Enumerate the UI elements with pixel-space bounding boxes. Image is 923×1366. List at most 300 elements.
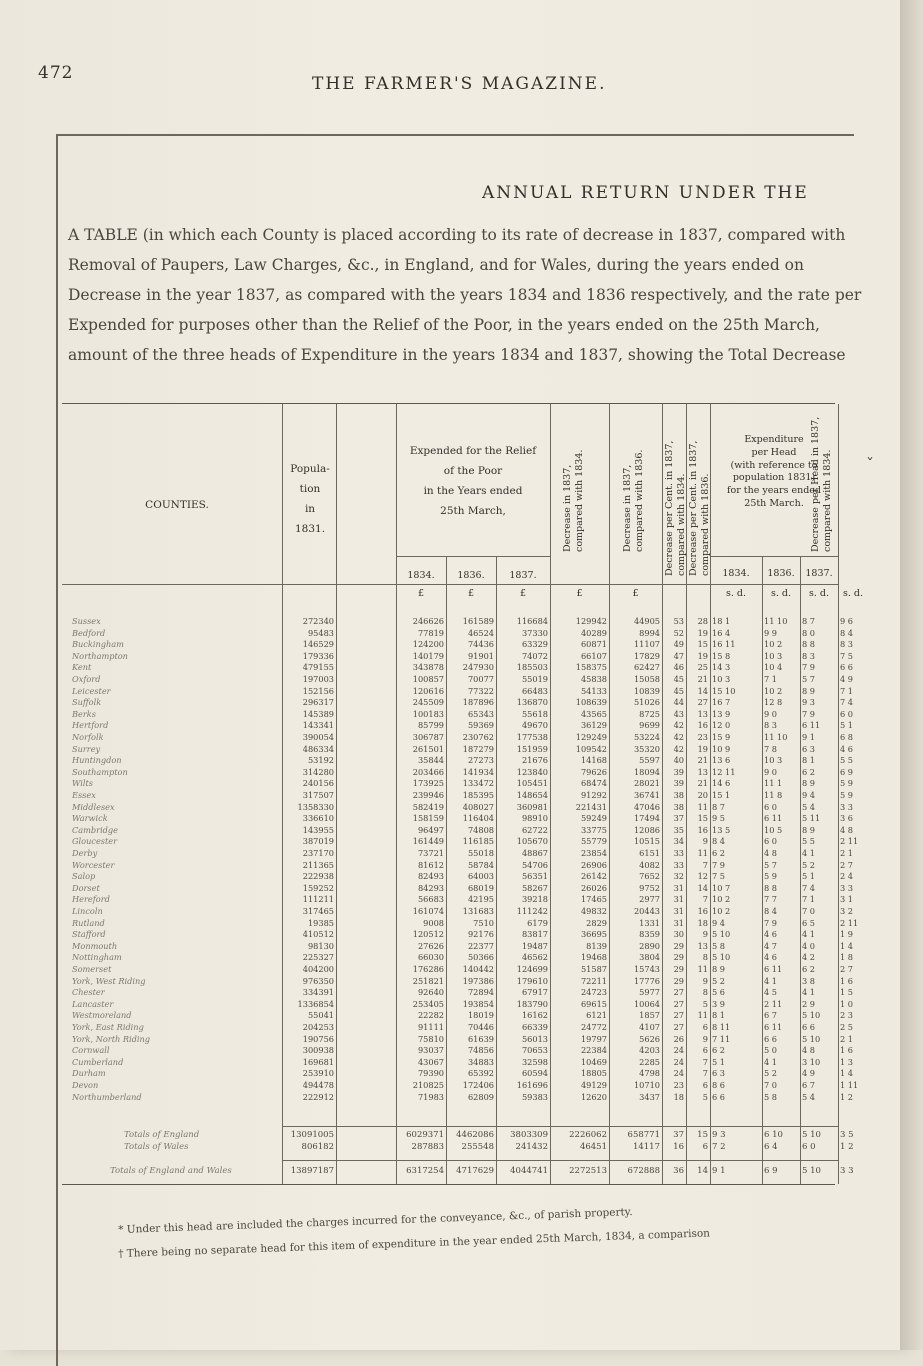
table-cell: 120512 (412, 929, 444, 940)
table-cell: 1 8 (840, 952, 854, 963)
table-cell: 3 10 (802, 1056, 821, 1067)
totals-cell: 6317254 (406, 1166, 444, 1176)
table-cell: 27626 (417, 940, 444, 951)
table-row (62, 708, 854, 721)
county-name: York, West Riding (72, 975, 146, 986)
totals-cell: 4462086 (456, 1130, 494, 1140)
table-cell: 6 0 (764, 836, 778, 847)
table-cell: 105451 (516, 778, 548, 789)
totals-cell: 1 2 (840, 1142, 854, 1152)
table-cell: 64003 (467, 871, 494, 882)
table-cell: 31 (673, 894, 684, 905)
table-row (62, 639, 854, 651)
table-cell: 10 3 (764, 755, 783, 766)
table-cell: 37330 (521, 627, 548, 638)
table-cell: 2829 (586, 917, 607, 928)
table-cell: 75810 (417, 1033, 444, 1044)
table-cell: 4 6 (764, 929, 778, 940)
table-cell: 5 (702, 1091, 708, 1102)
table-cell: 410512 (302, 929, 334, 940)
table-cell: 35 (673, 824, 684, 835)
table-cell: 96497 (417, 824, 444, 835)
table-cell: 8 4 (712, 836, 726, 847)
table-row (62, 674, 854, 686)
table-cell: 34883 (467, 1056, 494, 1067)
table-cell: 4 7 (764, 940, 778, 951)
table-cell: 143955 (302, 824, 334, 835)
table-cell: 6 11 (764, 813, 783, 824)
table-cell: 66107 (580, 650, 607, 661)
table-cell: 1 0 (840, 998, 854, 1009)
totals-cell: 6 4 (764, 1142, 778, 1152)
county-name: Oxford (72, 674, 101, 684)
table-cell: 51026 (633, 697, 660, 708)
table-cell: 169681 (302, 1056, 334, 1067)
table-cell: 91292 (580, 790, 607, 800)
table-cell: 173925 (412, 778, 444, 789)
table-cell: 336610 (302, 813, 334, 824)
table-cell: 8 1 (712, 1010, 726, 1021)
table-cell: 1 6 (840, 975, 854, 986)
table-cell: 197003 (302, 674, 334, 684)
table-cell: 6 2 (712, 1045, 726, 1056)
table-cell: 1 5 (840, 987, 854, 998)
table-cell: 136870 (516, 697, 548, 708)
table-cell: 23 (673, 1080, 684, 1090)
table-cell: 8 7 (712, 801, 726, 812)
table-cell: 53224 (633, 732, 660, 742)
table-cell: 59369 (467, 720, 494, 731)
table-cell: 4 5 (764, 987, 778, 998)
table-cell: 39218 (521, 894, 548, 905)
table-cell: 66483 (521, 685, 548, 696)
table-cell: 9008 (423, 917, 444, 928)
table-cell: 1 11 (840, 1080, 859, 1090)
table-row (62, 871, 854, 883)
table-row (62, 1033, 854, 1046)
table-cell: 172406 (462, 1080, 494, 1090)
header-head-1836: 1836. (767, 568, 795, 579)
table-cell: 16 11 (712, 639, 736, 650)
table-cell: 79626 (580, 766, 607, 777)
table-cell: 4 9 (802, 1068, 816, 1079)
table-cell: 129942 (575, 616, 607, 626)
table-cell: 5 2 (764, 1068, 778, 1079)
county-name: Somerset (72, 964, 112, 974)
table-row (62, 940, 854, 953)
county-name: Suffolk (72, 697, 102, 708)
table-cell: 225327 (302, 952, 334, 963)
currency-mark: £ (576, 588, 583, 599)
table-cell: 8 (702, 987, 708, 998)
totals-cell: 287883 (411, 1142, 444, 1152)
table-cell: 10 2 (712, 906, 731, 916)
table-cell: 74436 (467, 639, 494, 650)
totals-cell: 46451 (579, 1142, 607, 1152)
county-name: Gloucester (72, 836, 118, 847)
margin-tick: ˇ (866, 455, 874, 474)
county-name: Warwick (72, 813, 108, 824)
table-cell: 24723 (580, 987, 607, 998)
table-cell: 3 8 (802, 975, 816, 986)
table-cell: 6 11 (802, 720, 821, 731)
intro-line: Removal of Paupers, Law Charges, &c., in England, and for Wales, during the years ended on (68, 256, 804, 274)
table-cell: 55019 (521, 674, 548, 684)
table-cell: 204253 (302, 1022, 334, 1032)
totals-cell: 6029371 (406, 1130, 444, 1140)
county-name: Worcester (72, 859, 115, 870)
header-head-1837: 1837. (805, 568, 833, 579)
table-cell: 253405 (412, 998, 444, 1009)
table-cell: 29 (673, 964, 684, 974)
table-cell: 6 2 (802, 766, 816, 777)
table-cell: 140442 (462, 964, 494, 974)
table-cell: 7 5 (712, 871, 726, 882)
table-cell: 4 8 (764, 848, 778, 858)
table-cell: 93037 (417, 1045, 444, 1056)
table-cell: 6 0 (840, 708, 854, 719)
table-cell: 9 (702, 929, 708, 940)
table-cell: 317507 (302, 790, 334, 800)
table-cell: 45 (673, 674, 684, 684)
table-cell: 1857 (639, 1010, 660, 1021)
table-row (62, 917, 859, 930)
county-name: Middlesex (72, 801, 115, 812)
table-cell: 33 (673, 848, 684, 858)
table-cell: 10 3 (764, 650, 783, 661)
table-cell: 2 11 (840, 836, 859, 847)
table-cell: 185395 (462, 790, 494, 800)
table-cell: 193854 (462, 998, 494, 1009)
table-row (62, 1045, 854, 1057)
totals-label: Totals of England and Wales (110, 1166, 232, 1176)
table-cell: 2 9 (802, 998, 816, 1009)
table-cell: 10 2 (712, 894, 731, 905)
table-cell: 58267 (521, 882, 548, 893)
table-cell: 38 (673, 790, 684, 800)
table-row (62, 1091, 854, 1104)
table-cell: 161074 (412, 906, 444, 916)
county-name: Chester (72, 987, 105, 998)
table-cell: 237170 (302, 848, 334, 858)
table-cell: 222912 (302, 1091, 334, 1102)
table-cell: 49 (673, 639, 684, 650)
table-cell: 5 10 (802, 1010, 821, 1021)
table-cell: 185503 (516, 662, 548, 673)
table-cell: 53 (673, 616, 684, 626)
table-cell: 7 1 (802, 894, 816, 905)
table-cell: 131683 (462, 906, 494, 916)
table-cell: 1 2 (840, 1091, 854, 1102)
table-cell: 141934 (462, 766, 494, 777)
table-cell: 5 10 (802, 1033, 821, 1044)
sd-mark: s. d. (808, 588, 830, 599)
table-cell: 4 8 (802, 1045, 816, 1056)
table-cell: 479155 (302, 662, 334, 673)
totals-label: Totals of Wales (124, 1142, 189, 1152)
table-row (62, 929, 854, 941)
table-cell: 221431 (575, 801, 607, 812)
table-cell: 105670 (516, 836, 548, 847)
table-cell: 14168 (580, 755, 607, 766)
table-cell: 74072 (521, 650, 548, 661)
table-cell: 33 (673, 859, 684, 870)
table-row (62, 755, 854, 767)
table-row (62, 697, 854, 709)
table-row (62, 998, 854, 1011)
table-cell: 5 1 (712, 1056, 726, 1067)
table-cell: 35320 (633, 743, 660, 754)
county-name: Norfolk (72, 732, 104, 742)
header-year-1837: 1837. (509, 570, 537, 581)
table-cell: 306787 (412, 732, 444, 742)
table-cell: 314280 (302, 766, 334, 777)
table-row (62, 906, 854, 918)
table-cell: 79390 (417, 1068, 444, 1079)
county-name: Hertford (72, 720, 109, 731)
totals-cell: 3 5 (840, 1130, 854, 1140)
table-cell: 39 (673, 766, 684, 777)
table-cell: 360981 (516, 801, 548, 812)
intro-paragraph (68, 226, 862, 376)
table-cell: 300938 (302, 1045, 334, 1056)
table-cell: 9752 (639, 882, 660, 893)
table-cell: 1 4 (840, 1068, 854, 1079)
table-cell: 49670 (521, 720, 548, 731)
sd-mark: s. d. (725, 588, 747, 599)
table-cell: 22377 (467, 940, 494, 951)
table-cell: 14 3 (712, 662, 731, 673)
county-name: Essex (72, 790, 96, 800)
table-cell: 151959 (516, 743, 548, 754)
table-cell: 8 9 (802, 824, 816, 835)
table-cell: 20 (697, 790, 708, 800)
table-cell: 19385 (307, 917, 334, 928)
table-cell: 29 (673, 952, 684, 963)
table-cell: 33775 (580, 824, 607, 835)
table-row (62, 627, 854, 640)
table-cell: 1 3 (840, 1056, 854, 1067)
table-cell: 203466 (412, 766, 444, 777)
table-cell: 19 (697, 627, 708, 638)
totals-cell: 4717629 (456, 1166, 494, 1176)
table-cell: 7 8 (764, 743, 778, 754)
table-cell: 251821 (412, 975, 444, 986)
totals-cell: 15 (697, 1130, 708, 1140)
table-cell: 4203 (639, 1045, 660, 1056)
table-cell: 42 (673, 720, 684, 731)
table-cell: 36129 (580, 720, 607, 731)
table-cell: 32 (673, 871, 684, 882)
table-cell: 92176 (467, 929, 494, 940)
header-percent-1836: Decrease per Cent. in 1837, compared with 1836. (688, 440, 711, 576)
table-cell: 7 9 (802, 662, 816, 673)
table-cell: 13 (697, 766, 708, 777)
table-cell: 10064 (633, 998, 660, 1009)
table-cell: 6 6 (764, 1033, 778, 1044)
table-cell: 62427 (633, 662, 660, 673)
table-cell: 148654 (516, 790, 548, 800)
table-row (62, 766, 854, 779)
table-cell: 190756 (302, 1033, 334, 1044)
table-cell: 177538 (516, 732, 548, 742)
header-decrease-per-head: Decrease per Head in 1837, compared with 1834. (810, 416, 833, 552)
header-decrease-1836: Decrease in 1837, compared with 1836. (622, 449, 645, 552)
table-cell: 28 (697, 616, 708, 626)
table-cell: 24 (673, 1068, 684, 1079)
table-cell: 5 4 (802, 1091, 816, 1102)
table-cell: 11 (697, 1010, 708, 1021)
table-cell: 211365 (302, 859, 334, 870)
table-cell: 28021 (633, 778, 660, 789)
table-cell: 23 (697, 732, 708, 742)
table-row (62, 975, 854, 988)
sd-mark: s. d. (770, 588, 792, 599)
table-cell: 247930 (462, 662, 494, 673)
totals-cell: 3803309 (510, 1130, 548, 1140)
table-cell: 12 0 (712, 720, 731, 731)
table-cell: 5 9 (840, 790, 854, 800)
table-cell: 5 10 (712, 952, 731, 963)
table-cell: 8 4 (764, 906, 778, 916)
table-cell: 7 9 (764, 917, 778, 928)
table-cell: 10 4 (764, 662, 783, 673)
table-cell: 408027 (462, 801, 494, 812)
table-row (62, 1010, 854, 1022)
table-cell: 240156 (302, 778, 334, 789)
table-cell: 976350 (302, 975, 334, 986)
table-cell: 7 5 (840, 650, 854, 661)
table-cell: 7 11 (712, 1033, 731, 1044)
table-cell: 38 (673, 801, 684, 812)
header-relief: Expended for the Relief of the Poor in the Years ended 25th March, (409, 445, 537, 517)
table-cell: 4798 (639, 1068, 660, 1079)
table-cell: 22282 (417, 1010, 444, 1021)
table-cell: 7 1 (840, 685, 854, 696)
table-row (62, 778, 854, 790)
header-year-1836: 1836. (457, 570, 485, 581)
table-cell: 45838 (580, 674, 607, 684)
county-name: Kent (72, 662, 92, 673)
table-cell: 44 (673, 697, 684, 708)
table-cell: 4 1 (764, 975, 778, 986)
table-cell: 15 9 (712, 732, 731, 742)
table-cell: 2 5 (840, 1022, 854, 1032)
table-cell: 95483 (307, 627, 334, 638)
table-cell: 3804 (639, 952, 660, 963)
table-cell: 10 3 (712, 674, 731, 684)
table-cell: 7 4 (840, 697, 854, 708)
table-cell: 5 5 (802, 836, 816, 847)
table-cell: 8 11 (712, 1022, 731, 1032)
table-cell: 3437 (639, 1091, 660, 1102)
table-cell: 35844 (417, 755, 444, 766)
table-cell: 5 8 (712, 940, 726, 951)
table-cell: 245509 (412, 697, 444, 708)
totals-cell: 6 0 (802, 1142, 816, 1152)
table-cell: 21 (697, 778, 708, 789)
table-cell: 37 (673, 813, 684, 824)
table-cell: 67917 (521, 987, 548, 998)
table-cell: 4 1 (764, 1056, 778, 1067)
county-name: Sussex (72, 616, 101, 626)
table-cell: 17829 (633, 650, 660, 661)
table-cell: 2 7 (840, 964, 854, 974)
table-cell: 19 (697, 650, 708, 661)
table-row (62, 859, 854, 872)
return-title: ANNUAL RETURN UNDER THE (482, 183, 809, 203)
table-cell: 6 6 (840, 662, 854, 673)
table-cell: 7 (702, 1068, 708, 1079)
table-cell: 3 3 (840, 882, 854, 893)
table-cell: 54133 (580, 685, 607, 696)
table-cell: 9 0 (764, 708, 778, 719)
table-cell: 120616 (412, 685, 444, 696)
table-row (62, 824, 854, 837)
table-cell: 49832 (580, 906, 607, 916)
table-cell: 5 2 (802, 859, 816, 870)
table-cell: 158159 (412, 813, 444, 824)
table-row (62, 964, 854, 976)
table-cell: 17494 (633, 813, 660, 824)
table-cell: 7 (702, 1056, 708, 1067)
table-cell: 77819 (417, 627, 444, 638)
table-row (62, 1056, 854, 1069)
table-cell: 27273 (467, 755, 494, 766)
table-row (62, 743, 854, 756)
table-cell: 24 (673, 1045, 684, 1056)
table-cell: 11 (697, 801, 708, 812)
table-row (62, 685, 854, 698)
table-cell: 404200 (302, 964, 334, 974)
table-cell: 8 0 (802, 627, 816, 638)
intro-line: Decrease in the year 1837, as compared with the years 1834 and 1836 respectively, and the rate per (68, 286, 862, 304)
table-cell: 27 (673, 998, 684, 1009)
table-cell: 14 (697, 685, 708, 696)
table-cell: 15 (697, 813, 708, 824)
table-row (62, 894, 854, 906)
table-cell: 5 9 (840, 778, 854, 789)
table-cell: 84293 (417, 882, 444, 893)
table-cell: 46 (673, 662, 684, 673)
totals-cell: 9 3 (712, 1130, 726, 1140)
table-cell: 6179 (527, 917, 548, 928)
totals-cell: 658771 (627, 1130, 660, 1140)
table-cell: 8359 (639, 929, 660, 940)
table-cell: 4 2 (802, 952, 816, 963)
table-cell: 55041 (307, 1010, 334, 1021)
table-cell: 55779 (580, 836, 607, 847)
table-cell: 390054 (302, 732, 334, 742)
table-cell: 25 (697, 662, 708, 673)
table-cell: 6121 (586, 1010, 607, 1021)
table-cell: 296317 (302, 697, 334, 708)
table-cell: 2 3 (840, 1010, 854, 1021)
totals-label: Totals of England (124, 1130, 200, 1140)
table-cell: 9 (702, 1033, 708, 1044)
table-cell: 43565 (580, 708, 607, 719)
table-cell: 109542 (575, 743, 607, 754)
totals-cell: 13091005 (290, 1130, 334, 1140)
table-cell: 77322 (467, 685, 494, 696)
currency-mark: £ (417, 588, 425, 599)
table-cell: 494478 (302, 1080, 334, 1090)
header-decrease-1834: Decrease in 1837, compared with 1834. (562, 449, 585, 552)
table-cell: 50366 (467, 952, 494, 963)
table-cell: 31 (673, 906, 684, 916)
table-cell: 91901 (467, 650, 494, 661)
totals-cell: 6 9 (764, 1166, 778, 1176)
